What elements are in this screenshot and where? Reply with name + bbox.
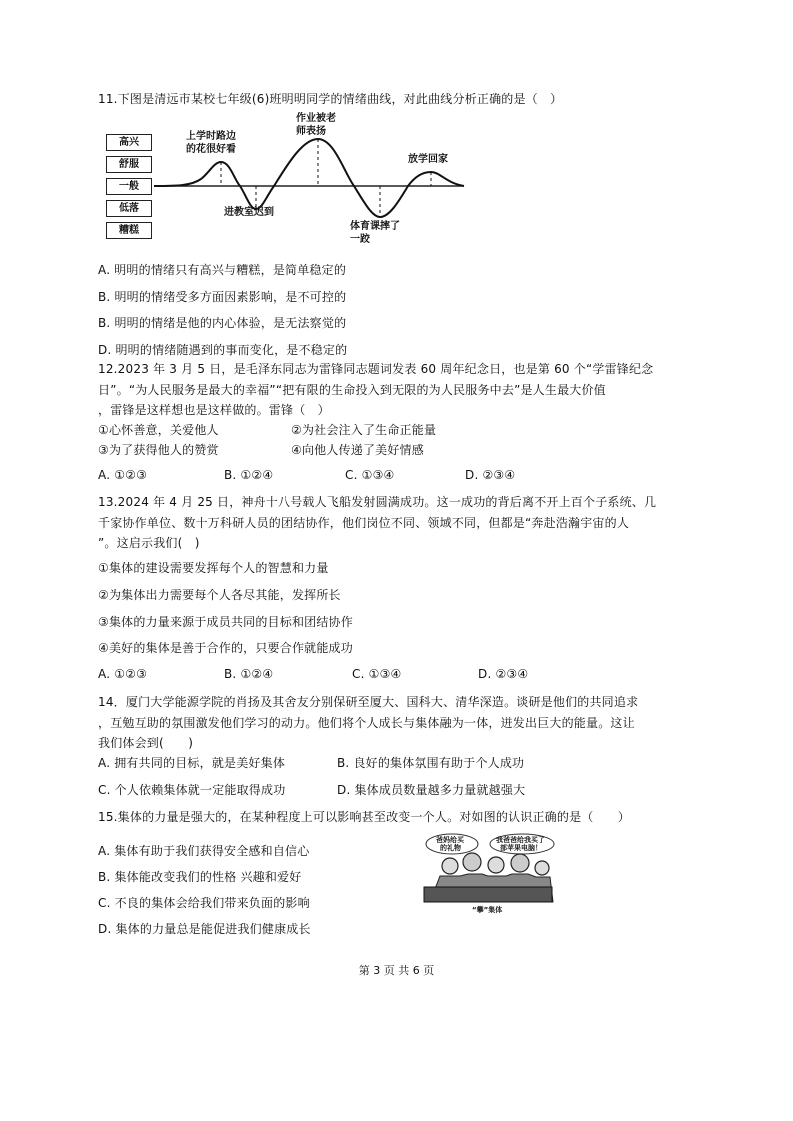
annotation: 上学时路边 — [186, 131, 236, 142]
q14-stem: 14．厦门大学能源学院的肖扬及其舍友分别保研至厦大、国科大、清华深造。谈研是他们的共同追求 — [98, 695, 639, 709]
annotation: 的花很好看 — [186, 144, 236, 155]
q12-stem: ，雷锋是这样想也是这样做的。雷锋（ ） — [98, 403, 330, 417]
student-head — [442, 858, 458, 874]
q11-stem: 11.下图是清远市某校七年级(6)班明明同学的情绪曲线，对此曲线分析正确的是（ ） — [98, 92, 563, 106]
q14-stem: ，互勉互助的氛围激发他们学习的动力。他们将个人成长与集体融为一体，迸发出巨大的能量。这让 — [98, 716, 635, 730]
bubble-text: 的礼物 — [440, 844, 461, 852]
level-label: 一般 — [106, 178, 152, 195]
q13-choice: C. ①③④ — [352, 667, 402, 681]
q11-option: D. 明明的情绪随遇到的事而变化，是不稳定的 — [98, 343, 348, 357]
q12-item: ①心怀善意，关爱他人 — [98, 423, 219, 437]
q12-choice: B. ①②④ — [224, 468, 274, 482]
q13-item: ①集体的建设需要发挥每个人的智慧和力量 — [98, 561, 329, 575]
q13-stem: 千家协作单位、数十万科研人员的团结协作，他们岗位不同、领域不同，但都是“奔赴浩瀚宇宙的人 — [98, 516, 630, 530]
q12-stem: 12.2023 年 3 月 5 日，是毛泽东同志为雷锋同志题词发表 60 周年纪念日，也是第 60 个“学雷锋纪念 — [98, 362, 654, 376]
student-head — [488, 857, 504, 873]
q13-choice: D. ②③④ — [478, 667, 529, 681]
q15-stem: 15.集体的力量是强大的，在某种程度上可以影响甚至改变一个人。对如图的认识正确的是（ ） — [98, 810, 631, 824]
q14-stem: 我们体会到( ) — [98, 736, 194, 750]
q13-stem: ”。这启示我们( ) — [98, 536, 200, 550]
level-label: 舒服 — [106, 156, 152, 173]
annotation: 进教室迟到 — [224, 207, 274, 218]
q12-item: ③为了获得他人的赞赏 — [98, 443, 219, 457]
q12-choice: C. ①③④ — [345, 468, 395, 482]
q11-option: A. 明明的情绪只有高兴与糟糕，是简单稳定的 — [98, 263, 347, 277]
q15-option: C. 不良的集体会给我们带来负面的影响 — [98, 896, 310, 910]
q13-choice: B. ①②④ — [224, 667, 274, 681]
level-label: 糟糕 — [106, 222, 152, 239]
q12-stem: 日”。“为人民服务是最大的幸福”“把有限的生命投入到无限的为人民服务中去”是人生最大价值 — [98, 383, 606, 397]
level-label: 低落 — [106, 200, 152, 217]
q13-choice: A. ①②③ — [98, 667, 148, 681]
q12-choice: A. ①②③ — [98, 468, 148, 482]
desks — [424, 887, 552, 902]
page-footer: 第 3 页 共 6 页 — [358, 964, 435, 977]
student-head — [463, 853, 481, 871]
q13-stem: 13.2024 年 4 月 25 日，神舟十八号载人飞船发射圆满成功。这一成功的背后离不开上百个子系统、几 — [98, 495, 657, 509]
bubble-text: 爸妈给买 — [436, 836, 464, 844]
q14-option: C. 个人依赖集体就一定能取得成功 — [98, 783, 286, 797]
q15-option: B. 集体能改变我们的性格 兴趣和爱好 — [98, 870, 302, 884]
cartoon-illustration — [420, 832, 555, 914]
q13-item: ②为集体出力需要每个人各尽其能，发挥所长 — [98, 588, 341, 602]
level-label: 高兴 — [106, 134, 152, 151]
q14-option: B. 良好的集体氛围有助于个人成功 — [337, 756, 525, 770]
q11-option: B. 明明的情绪是他的内心体验，是无法察觉的 — [98, 316, 347, 330]
bubble-text: 我爸爸给我买了 — [496, 836, 545, 844]
student-head — [511, 854, 529, 872]
annotation: 体育课摔了 — [350, 221, 400, 232]
student-head — [535, 861, 549, 875]
q15-option: A. 集体有助于我们获得安全感和自信心 — [98, 844, 310, 858]
bubble-text: 部苹果电脑！ — [500, 844, 542, 852]
q12-item: ②为社会注入了生命正能量 — [291, 423, 437, 437]
annotation: 师表扬 — [296, 126, 326, 137]
q12-choice: D. ②③④ — [465, 468, 516, 482]
annotation: 作业被老 — [296, 113, 336, 124]
emotion-curve-chart — [106, 113, 466, 252]
q14-option: D. 集体成员数量越多力量就越强大 — [337, 783, 526, 797]
q14-option: A. 拥有共同的目标，就是美好集体 — [98, 756, 286, 770]
annotation: 一跤 — [350, 234, 370, 245]
q12-item: ④向他人传递了美好情感 — [291, 443, 424, 457]
annotation: 放学回家 — [408, 154, 448, 165]
cartoon-caption: “攀”集体 — [472, 906, 503, 914]
emotion-curve-svg — [106, 117, 466, 252]
q15-option: D. 集体的力量总是能促进我们健康成长 — [98, 922, 311, 936]
q11-option: B. 明明的情绪受多方面因素影响，是不可控的 — [98, 290, 347, 304]
q13-item: ③集体的力量来源于成员共同的目标和团结协作 — [98, 615, 353, 629]
q13-item: ④美好的集体是善于合作的，只要合作就能成功 — [98, 641, 353, 655]
